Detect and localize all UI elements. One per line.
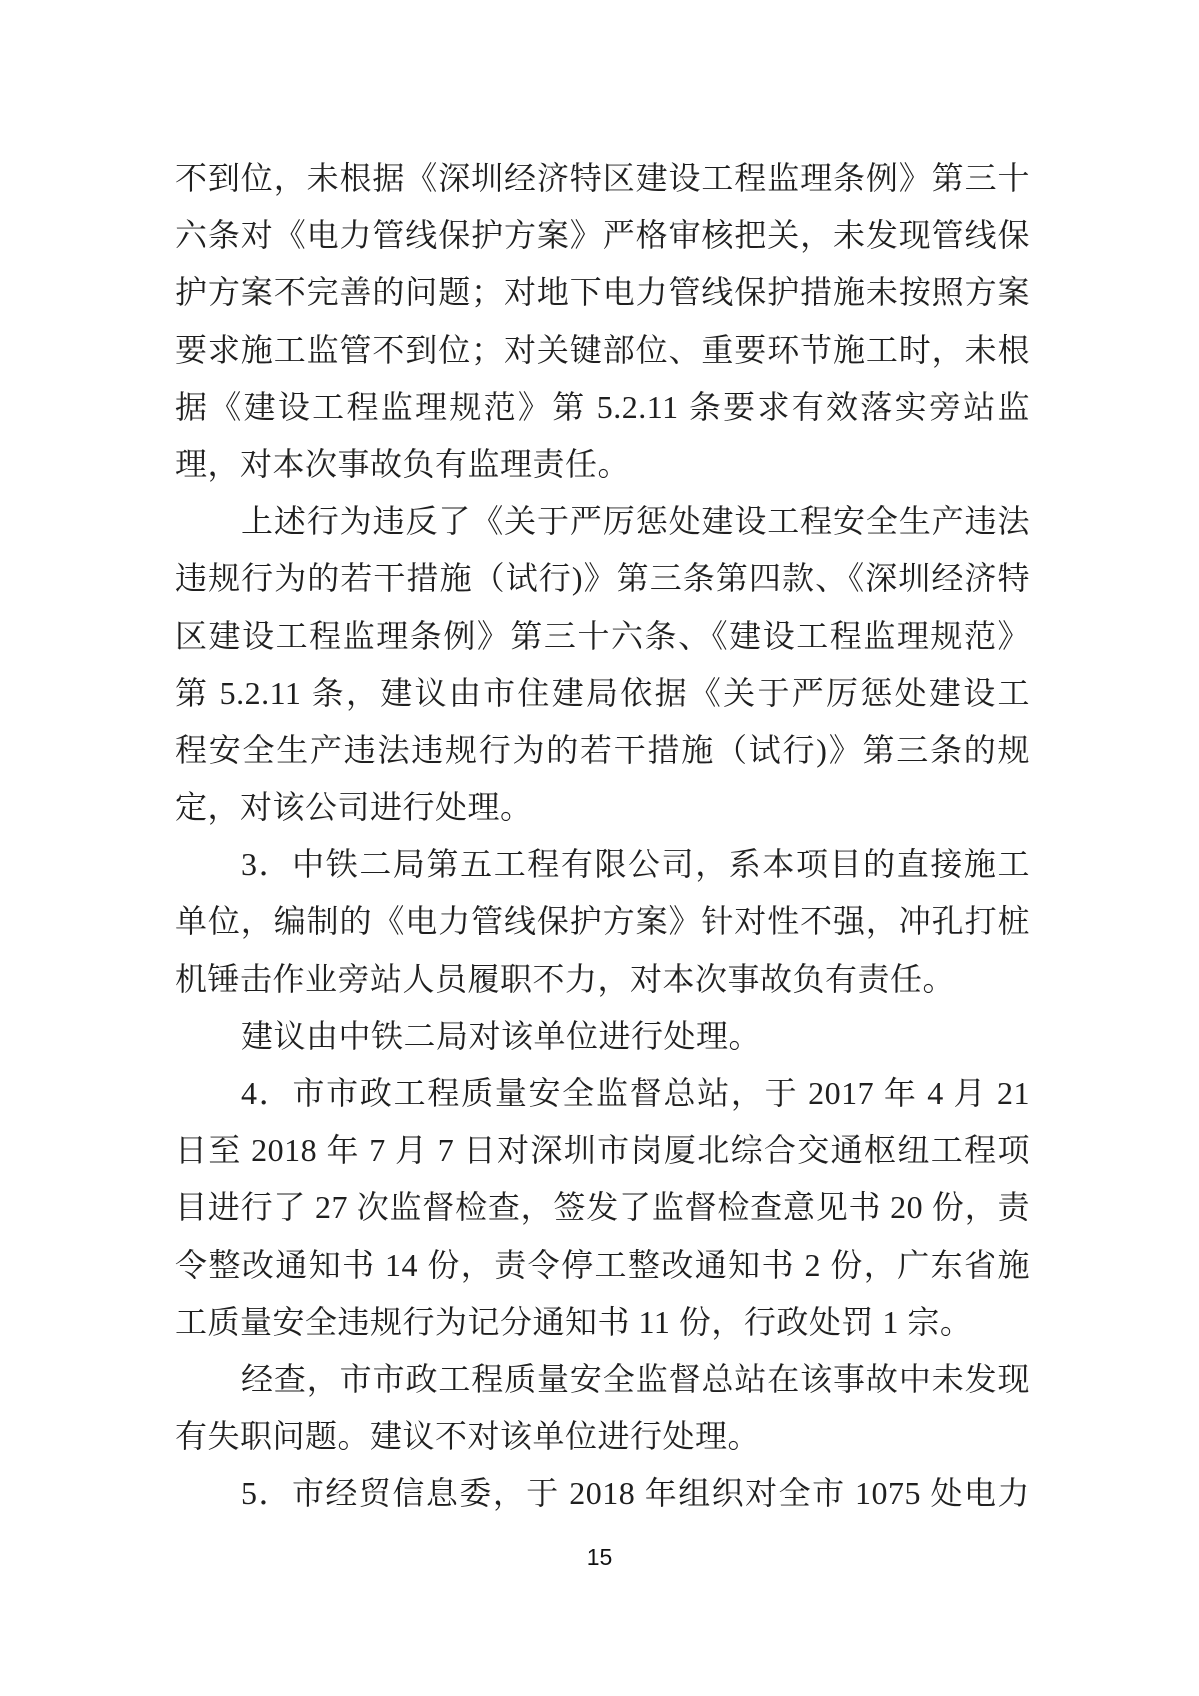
text-line: 六条对《电力管线保护方案》严格审核把关，未发现管线保 (175, 217, 1030, 254)
text-line: 区建设工程监理条例》第三十六条、《建设工程监理规范》 (175, 617, 1030, 654)
text-line: 单位，编制的《电力管线保护方案》针对性不强，冲孔打桩 (175, 903, 1030, 940)
text-line: 目进行了 27 次监督检查，签发了监督检查意见书 20 份，责 (175, 1189, 1030, 1226)
text-line: 定，对该公司进行处理。 (175, 789, 533, 826)
text-line: 有失职问题。建议不对该单位进行处理。 (175, 1418, 761, 1455)
text-line: 理，对本次事故负有监理责任。 (175, 445, 631, 482)
text-line: 护方案不完善的问题；对地下电力管线保护措施未按照方案 (175, 274, 1030, 311)
document-body (175, 150, 1030, 1523)
text-line: 令整改通知书 14 份，责令停工整改通知书 2 份，广东省施 (175, 1246, 1030, 1283)
text-line: 建议由中铁二局对该单位进行处理。 (241, 1017, 762, 1054)
text-line: 不到位，未根据《深圳经济特区建设工程监理条例》第三十 (175, 160, 1030, 196)
text-line: 3．中铁二局第五工程有限公司，系本项目的直接施工 (241, 846, 1030, 883)
text-line: 经查，市市政工程质量安全监督总站在该事故中未发现 (241, 1360, 1030, 1397)
text-line: 机锤击作业旁站人员履职不力，对本次事故负有责任。 (175, 960, 956, 997)
text-line: 据《建设工程监理规范》第 5.2.11 条要求有效落实旁站监 (175, 388, 1030, 425)
text-line: 程安全生产违法违规行为的若干措施（试行)》第三条的规 (175, 731, 1030, 768)
text-line: 上述行为违反了《关于严厉惩处建设工程安全生产违法 (241, 503, 1030, 540)
text-line: 4．市市政工程质量安全监督总站，于 2017 年 4 月 21 (241, 1075, 1030, 1111)
text-line: 日至 2018 年 7 月 7 日对深圳市岗厦北综合交通枢纽工程项 (175, 1132, 1030, 1169)
text-line: 第 5.2.11 条，建议由市住建局依据《关于严厉惩处建设工 (175, 674, 1030, 711)
text-line: 要求施工监管不到位；对关键部位、重要环节施工时，未根 (175, 331, 1030, 368)
text-line: 5．市经贸信息委，于 2018 年组织对全市 1075 处电力 (241, 1475, 1030, 1512)
page-number: 15 (586, 1544, 613, 1570)
text-line: 违规行为的若干措施（试行)》第三条第四款、《深圳经济特 (175, 560, 1030, 597)
text-line: 工质量安全违规行为记分通知书 11 份，行政处罚 1 宗。 (175, 1303, 973, 1340)
